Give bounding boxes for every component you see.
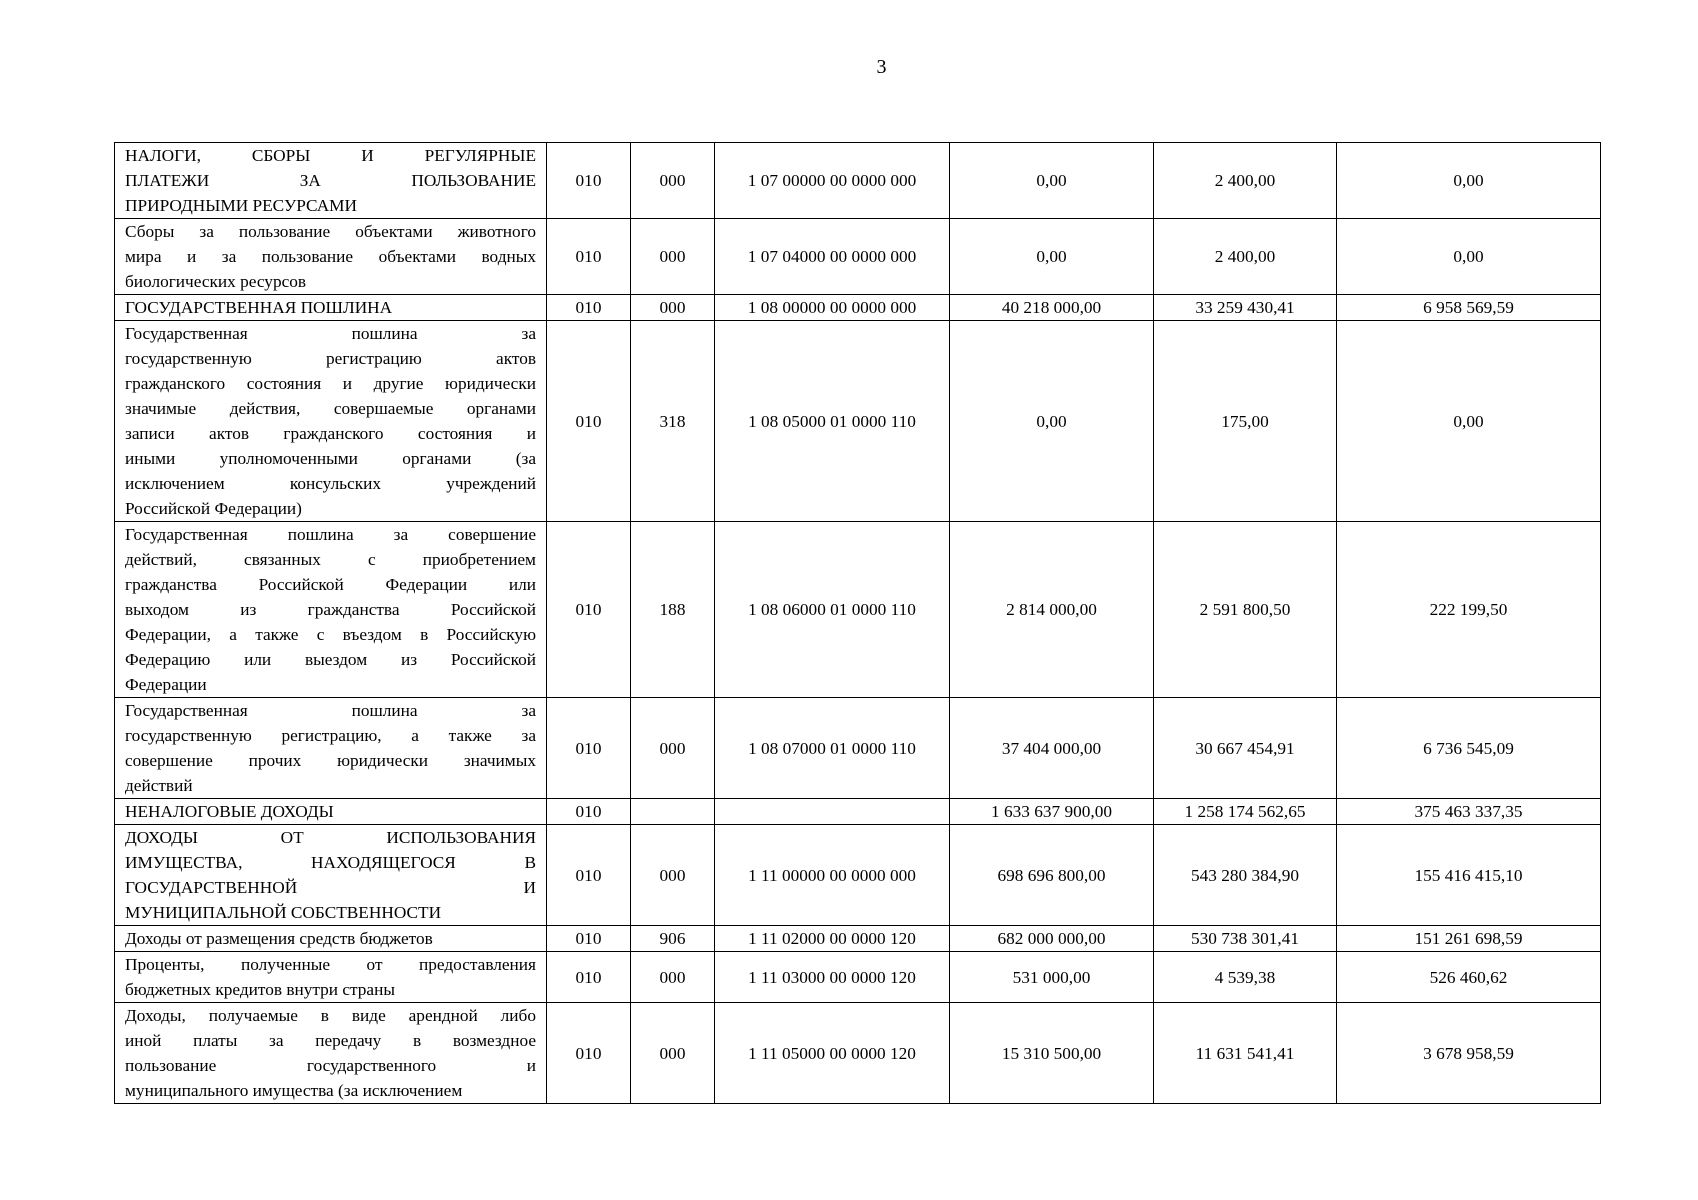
description-line: ПРИРОДНЫМИ РЕСУРСАМИ: [125, 196, 358, 215]
budget-classification-code-cell: 1 11 03000 00 0000 120: [715, 952, 950, 1003]
description-line: Государственная пошлина за: [125, 701, 536, 720]
chief-admin-code-cell: 000: [631, 825, 715, 926]
table-body: [115, 143, 1601, 1104]
description-line: Федерацию или выездом из Российской: [125, 650, 536, 669]
budget-classification-code-cell: 1 11 05000 00 0000 120: [715, 1003, 950, 1104]
description-line: иной платы за передачу в возмездное: [125, 1031, 536, 1050]
description-line: Российской Федерации): [125, 499, 302, 518]
budget-classification-code-cell: 1 07 04000 00 0000 000: [715, 219, 950, 295]
budget-classification-code-cell: 1 08 07000 01 0000 110: [715, 698, 950, 799]
description-line: государственную регистрацию, а также за: [125, 726, 536, 745]
table-row: [115, 143, 1601, 219]
unexecuted-amount-cell: 375 463 337,35: [1337, 799, 1601, 825]
description-line: ГОСУДАРСТВЕННАЯ ПОШЛИНА: [125, 298, 393, 317]
row-description: [115, 321, 547, 522]
description-line: ПЛАТЕЖИ ЗА ПОЛЬЗОВАНИЕ: [125, 171, 536, 190]
budget-classification-code-cell: 1 11 02000 00 0000 120: [715, 926, 950, 952]
description-line: НЕНАЛОГОВЫЕ ДОХОДЫ: [125, 802, 334, 821]
row-description: [115, 522, 547, 698]
description-line: Федерации: [125, 675, 207, 694]
unexecuted-amount-cell: 6 958 569,59: [1337, 295, 1601, 321]
description-line: ИМУЩЕСТВА, НАХОДЯЩЕГОСЯ В: [125, 853, 536, 872]
admin-code-cell: 010: [547, 219, 631, 295]
description-line: Федерации, а также с въездом в Российскую: [125, 625, 536, 644]
row-description: [115, 143, 547, 219]
unexecuted-amount-cell: 155 416 415,10: [1337, 825, 1601, 926]
approved-amount-cell: 1 633 637 900,00: [950, 799, 1154, 825]
unexecuted-amount-cell: 6 736 545,09: [1337, 698, 1601, 799]
description-line: Государственная пошлина за совершение: [125, 525, 536, 544]
admin-code-cell: 010: [547, 321, 631, 522]
chief-admin-code-cell: 000: [631, 952, 715, 1003]
executed-amount-cell: 2 400,00: [1154, 219, 1337, 295]
unexecuted-amount-cell: 0,00: [1337, 321, 1601, 522]
budget-classification-code-cell: 1 08 05000 01 0000 110: [715, 321, 950, 522]
approved-amount-cell: 37 404 000,00: [950, 698, 1154, 799]
description-line: Проценты, полученные от предоставления: [125, 955, 536, 974]
table-row: [115, 522, 1601, 698]
executed-amount-cell: 4 539,38: [1154, 952, 1337, 1003]
table-row: [115, 698, 1601, 799]
description-line: записи актов гражданского состояния и: [125, 424, 536, 443]
row-description: [115, 295, 547, 321]
executed-amount-cell: 11 631 541,41: [1154, 1003, 1337, 1104]
budget-classification-code-cell: 1 11 00000 00 0000 000: [715, 825, 950, 926]
row-description: [115, 1003, 547, 1104]
admin-code-cell: 010: [547, 952, 631, 1003]
description-line: действий, связанных с приобретением: [125, 550, 536, 569]
table-row: [115, 952, 1601, 1003]
description-line: совершение прочих юридически значимых: [125, 751, 536, 770]
admin-code-cell: 010: [547, 295, 631, 321]
table-row: [115, 799, 1601, 825]
row-description: [115, 799, 547, 825]
chief-admin-code-cell: 000: [631, 295, 715, 321]
executed-amount-cell: 2 400,00: [1154, 143, 1337, 219]
chief-admin-code-cell: 000: [631, 1003, 715, 1104]
unexecuted-amount-cell: 0,00: [1337, 219, 1601, 295]
chief-admin-code-cell: 188: [631, 522, 715, 698]
approved-amount-cell: 698 696 800,00: [950, 825, 1154, 926]
executed-amount-cell: 1 258 174 562,65: [1154, 799, 1337, 825]
description-line: государственную регистрацию актов: [125, 349, 536, 368]
unexecuted-amount-cell: 0,00: [1337, 143, 1601, 219]
row-description: [115, 926, 547, 952]
table-row: [115, 825, 1601, 926]
executed-amount-cell: 33 259 430,41: [1154, 295, 1337, 321]
description-line: бюджетных кредитов внутри страны: [125, 980, 395, 999]
description-line: пользование государственного и: [125, 1056, 536, 1075]
description-line: исключением консульских учреждений: [125, 474, 536, 493]
chief-admin-code-cell: 906: [631, 926, 715, 952]
description-line: биологических ресурсов: [125, 272, 307, 291]
admin-code-cell: 010: [547, 799, 631, 825]
unexecuted-amount-cell: 526 460,62: [1337, 952, 1601, 1003]
unexecuted-amount-cell: 151 261 698,59: [1337, 926, 1601, 952]
table-row: [115, 219, 1601, 295]
chief-admin-code-cell: [631, 799, 715, 825]
description-line: мира и за пользование объектами водных: [125, 247, 536, 266]
table-row: [115, 321, 1601, 522]
table-row: [115, 926, 1601, 952]
admin-code-cell: 010: [547, 698, 631, 799]
chief-admin-code-cell: 000: [631, 698, 715, 799]
chief-admin-code-cell: 000: [631, 143, 715, 219]
description-line: НАЛОГИ, СБОРЫ И РЕГУЛЯРНЫЕ: [125, 146, 536, 165]
description-line: Государственная пошлина за: [125, 324, 536, 343]
revenue-table: [114, 142, 1601, 1104]
description-line: муниципального имущества (за исключением: [125, 1081, 463, 1100]
description-line: ДОХОДЫ ОТ ИСПОЛЬЗОВАНИЯ: [125, 828, 536, 847]
unexecuted-amount-cell: 3 678 958,59: [1337, 1003, 1601, 1104]
description-line: Доходы, получаемые в виде арендной либо: [125, 1006, 536, 1025]
table-row: [115, 295, 1601, 321]
executed-amount-cell: 175,00: [1154, 321, 1337, 522]
unexecuted-amount-cell: 222 199,50: [1337, 522, 1601, 698]
executed-amount-cell: 2 591 800,50: [1154, 522, 1337, 698]
description-line: ГОСУДАРСТВЕННОЙ И: [125, 878, 536, 897]
admin-code-cell: 010: [547, 1003, 631, 1104]
description-line: гражданства Российской Федерации или: [125, 575, 536, 594]
approved-amount-cell: 531 000,00: [950, 952, 1154, 1003]
approved-amount-cell: 0,00: [950, 219, 1154, 295]
approved-amount-cell: 0,00: [950, 143, 1154, 219]
budget-classification-code-cell: 1 08 06000 01 0000 110: [715, 522, 950, 698]
approved-amount-cell: 2 814 000,00: [950, 522, 1154, 698]
row-description: [115, 219, 547, 295]
approved-amount-cell: 15 310 500,00: [950, 1003, 1154, 1104]
approved-amount-cell: 0,00: [950, 321, 1154, 522]
description-line: действий: [125, 776, 193, 795]
row-description: [115, 952, 547, 1003]
admin-code-cell: 010: [547, 825, 631, 926]
admin-code-cell: 010: [547, 522, 631, 698]
executed-amount-cell: 30 667 454,91: [1154, 698, 1337, 799]
table-row: [115, 1003, 1601, 1104]
budget-classification-code-cell: 1 07 00000 00 0000 000: [715, 143, 950, 219]
approved-amount-cell: 682 000 000,00: [950, 926, 1154, 952]
admin-code-cell: 010: [547, 143, 631, 219]
budget-classification-code-cell: [715, 799, 950, 825]
approved-amount-cell: 40 218 000,00: [950, 295, 1154, 321]
chief-admin-code-cell: 000: [631, 219, 715, 295]
description-line: МУНИЦИПАЛЬНОЙ СОБСТВЕННОСТИ: [125, 903, 442, 922]
page-number: 3: [876, 56, 887, 78]
description-line: иными уполномоченными органами (за: [125, 449, 536, 468]
description-line: Доходы от размещения средств бюджетов: [125, 929, 433, 948]
executed-amount-cell: 530 738 301,41: [1154, 926, 1337, 952]
executed-amount-cell: 543 280 384,90: [1154, 825, 1337, 926]
row-description: [115, 825, 547, 926]
description-line: выходом из гражданства Российской: [125, 600, 536, 619]
budget-classification-code-cell: 1 08 00000 00 0000 000: [715, 295, 950, 321]
description-line: Сборы за пользование объектами животного: [125, 222, 536, 241]
description-line: гражданского состояния и другие юридически: [125, 374, 536, 393]
chief-admin-code-cell: 318: [631, 321, 715, 522]
description-line: значимые действия, совершаемые органами: [125, 399, 536, 418]
admin-code-cell: 010: [547, 926, 631, 952]
row-description: [115, 698, 547, 799]
